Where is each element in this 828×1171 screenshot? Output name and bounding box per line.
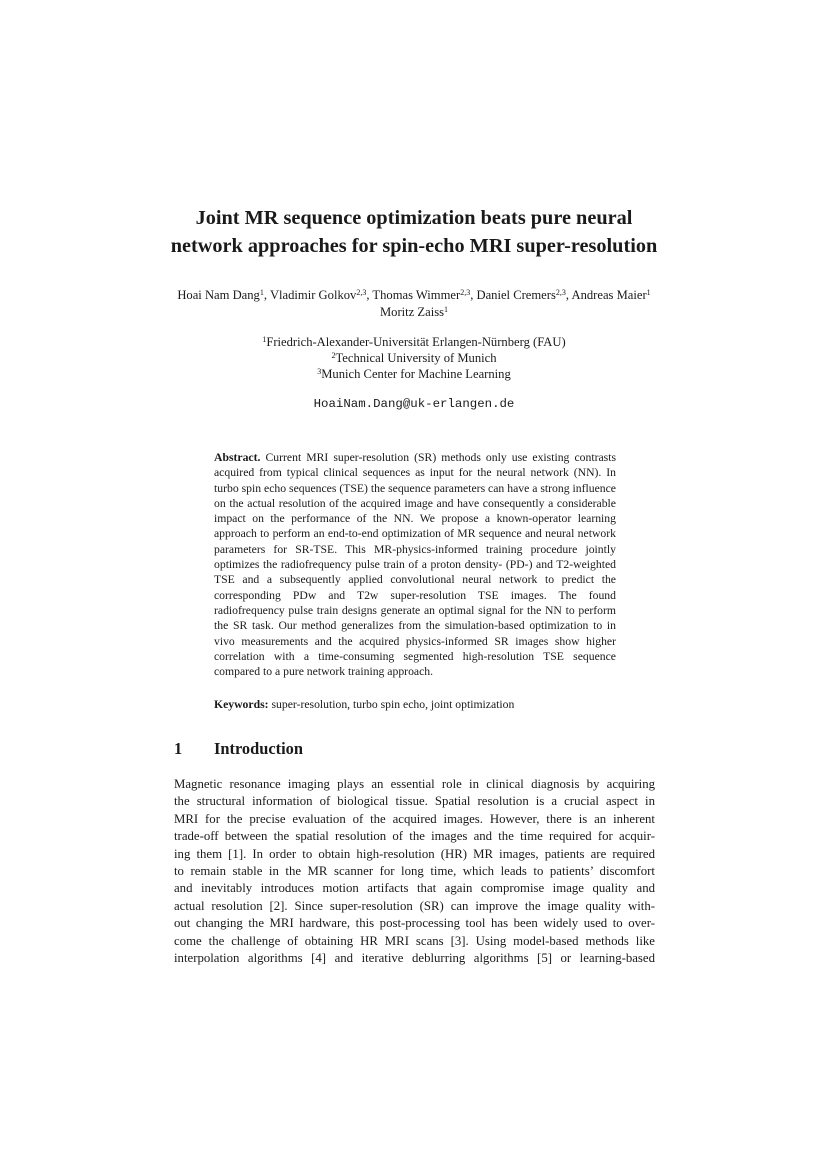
paper-title	[100, 204, 728, 260]
keywords-text: super-resolution, turbo spin echo, joint optimization	[271, 698, 515, 711]
author-name: Daniel Cremers	[476, 288, 556, 302]
author-separator: ,	[263, 288, 270, 302]
affiliation-name: Friedrich-Alexander-Universität Erlangen-Nürnberg (FAU)	[266, 335, 566, 349]
keywords-label: Keywords:	[214, 698, 269, 711]
author-line-2	[100, 304, 728, 321]
author-name: Thomas Wimmer	[372, 288, 461, 302]
body-line: Magnetic resonance imaging plays an essential role in clinical diagnosis by acquiring	[174, 777, 655, 791]
affiliation-name: Munich Center for Machine Learning	[321, 367, 511, 381]
author-separator: ,	[565, 288, 572, 302]
body-line: trade-off between the spatial resolution of the images and the time required for acquir-	[174, 829, 655, 844]
author-affiliation-marker: 2,3	[356, 288, 367, 297]
affiliation-item	[100, 366, 728, 382]
body-line: out changing the MRI hardware, this post-processing tool has been widely used to over-	[174, 916, 655, 931]
affiliation-list	[100, 334, 728, 382]
body-line: and inevitably introduces motion artifacts that again compromise image quality and	[174, 881, 655, 896]
body-line: to remain stable in the MR scanner for long time, which leads to patients’ discomfort	[174, 864, 655, 879]
abstract-label: Abstract.	[214, 451, 261, 464]
author-affiliation-marker: 1	[444, 305, 448, 314]
affiliation-name: Technical University of Munich	[335, 351, 497, 365]
author-name: Moritz Zaiss	[379, 305, 444, 319]
keywords	[214, 697, 616, 712]
section-title: Introduction	[214, 739, 303, 758]
affiliation-item	[100, 334, 728, 350]
body-line: interpolation algorithms [4] and iterative deblurring algorithms [5] or learning-based	[174, 951, 655, 966]
author-separator: ,	[470, 288, 477, 302]
author-affiliation-marker: 1	[646, 288, 651, 297]
body-line: MRI for the precise evaluation of the acquired images. However, there is an inherent	[174, 811, 655, 826]
section-body	[174, 776, 655, 967]
body-line: actual resolution [2]. Since super-resolution (SR) can improve the image quality with-	[174, 898, 655, 913]
author-name: Andreas Maier	[571, 288, 647, 302]
abstract-text: Current MRI super-resolution (SR) methods only use existing contrasts acquired from typical clinical sequences as input for the neural network (NN). In turbo spin echo sequences (TSE) the sequence parameters can have a strong influence on the actual resolution of the acquired image and have consequently a considerable impact on the performance of the NN. We propose a known-operator learning approach to perform an end-to-end optimization of MR sequence and neural network parameters for SR-TSE. This MR-physics-informed training procedure jointly optimizes the radiofrequency pulse train of a proton density- (PD-) and T2-weighted TSE and a subsequently applied convolutional neural network to predict the corresponding PDw and T2w super-resolution TSE images. The found radiofrequency pulse train designs generate an optimal signal for the NN to perform the SR task. Our method generalizes from the simulation-based optimization to in vivo measurements and the acquired physics-informed SR images show higher correlation with a time-consuming segmented high-resolution TSE sequence compared to a pure network training approach.	[214, 451, 616, 679]
contact-email[interactable]: HoaiNam.Dang@uk-erlangen.de	[313, 397, 515, 411]
body-line: come the challenge of obtaining HR MRI scans [3]. Using model-based methods like	[174, 933, 655, 948]
affiliation-number: 1	[262, 335, 267, 344]
author-name: Hoai Nam Dang	[177, 288, 260, 302]
affiliation-number: 3	[317, 367, 322, 376]
author-affiliation-marker: 2,3	[460, 288, 471, 297]
title-line: Joint MR sequence optimization beats pure neural	[195, 207, 633, 229]
section-number: 1	[174, 739, 183, 758]
affiliation-item	[100, 350, 728, 366]
author-name: Vladimir Golkov	[269, 288, 357, 302]
author-list	[100, 287, 728, 321]
author-separator: ,	[366, 288, 373, 302]
abstract	[214, 450, 616, 679]
body-line: ing them [1]. In order to obtain high-resolution (HR) MR images, patients are required	[174, 846, 655, 861]
section-heading	[174, 738, 303, 760]
body-line: the structural information of biological tissue. Spatial resolution is a crucial aspect in	[174, 794, 655, 809]
author-line-1	[100, 287, 728, 304]
title-line: network approaches for spin-echo MRI super-resolution	[170, 235, 658, 257]
author-affiliation-marker: 1	[259, 288, 264, 297]
affiliation-number: 2	[331, 351, 336, 360]
author-affiliation-marker: 2,3	[555, 288, 566, 297]
